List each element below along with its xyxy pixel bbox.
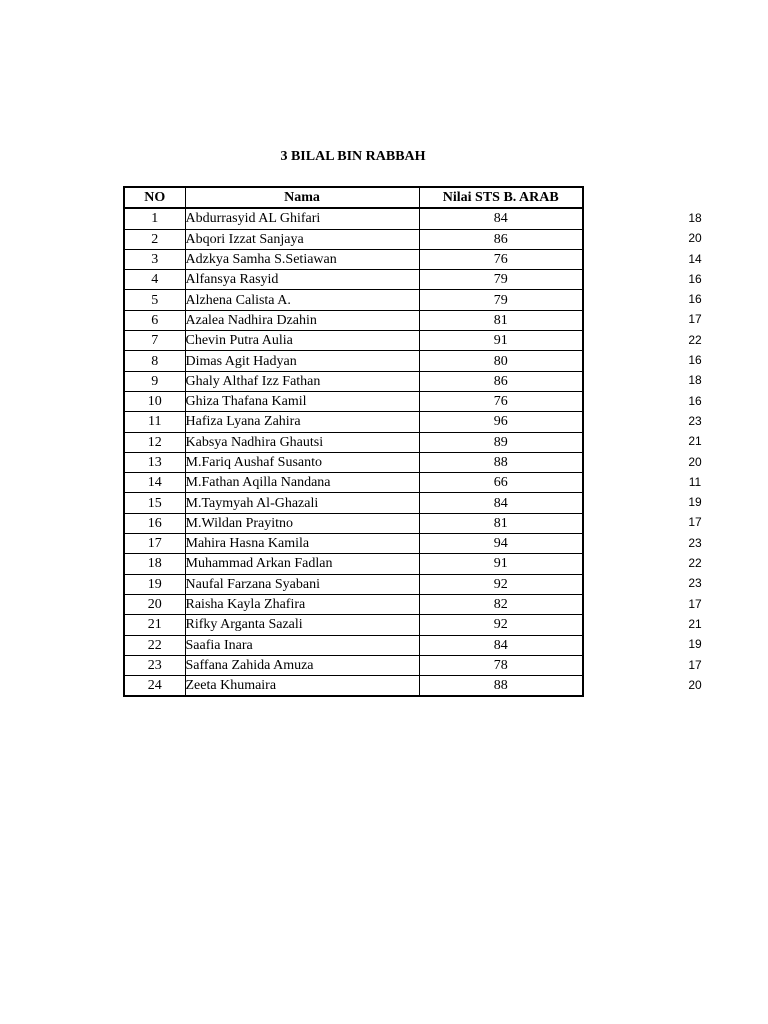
row-number-cell: 19 [124,574,185,594]
score-cell: 94 [419,534,583,554]
table-row [124,331,583,351]
side-values-column [680,208,710,695]
side-value: 23 [688,535,702,550]
side-value: 14 [688,251,702,266]
student-name-cell: Adzkya Samha S.Setiawan [185,249,419,269]
score-cell: 89 [419,432,583,452]
student-name-cell: Dimas Agit Hadyan [185,351,419,371]
score-cell: 81 [419,310,583,330]
score-cell: 66 [419,473,583,493]
side-value: 22 [688,332,702,347]
row-number-cell: 5 [124,290,185,310]
score-cell: 86 [419,371,583,391]
side-value: 16 [688,292,702,307]
student-name-cell: Ghiza Thafana Kamil [185,391,419,411]
row-number-cell: 23 [124,655,185,675]
table-row [124,635,583,655]
score-cell: 91 [419,554,583,574]
row-number-cell: 21 [124,615,185,635]
side-value: 22 [688,556,702,571]
row-number-cell: 20 [124,594,185,614]
table-row [124,473,583,493]
side-value: 18 [688,211,702,225]
side-value: 20 [688,454,702,469]
score-cell: 76 [419,391,583,411]
student-name-cell: Abqori Izzat Sanjaya [185,229,419,249]
row-number-cell: 12 [124,432,185,452]
side-value: 16 [688,271,702,286]
student-name-cell: Saffana Zahida Amuza [185,655,419,675]
row-number-cell: 13 [124,452,185,472]
student-name-cell: M.Fariq Aushaf Susanto [185,452,419,472]
table-row [124,513,583,533]
page-title: 3 BILAL BIN RABBAH [280,149,426,164]
row-number-cell: 16 [124,513,185,533]
side-value: 21 [688,434,702,449]
score-cell: 78 [419,655,583,675]
row-number-cell: 4 [124,270,185,290]
side-value: 17 [688,657,702,672]
side-value: 23 [688,413,702,428]
score-cell: 84 [419,208,583,229]
table-row [124,676,583,697]
table-row [124,310,583,330]
row-number-cell: 9 [124,371,185,391]
score-cell: 88 [419,676,583,697]
table-row [124,391,583,411]
grades-table [123,186,584,697]
row-number-cell: 3 [124,249,185,269]
student-name-cell: M.Fathan Aqilla Nandana [185,473,419,493]
score-cell: 81 [419,513,583,533]
table-row [124,574,583,594]
table-row [124,554,583,574]
student-name-cell: Chevin Putra Aulia [185,331,419,351]
row-number-cell: 7 [124,331,185,351]
header-name: Nama [185,187,419,208]
row-number-cell: 2 [124,229,185,249]
student-name-cell: Abdurrasyid AL Ghifari [185,208,419,229]
student-name-cell: Naufal Farzana Syabani [185,574,419,594]
score-cell: 82 [419,594,583,614]
student-name-cell: Rifky Arganta Sazali [185,615,419,635]
row-number-cell: 24 [124,676,185,697]
side-value: 17 [688,312,702,327]
student-name-cell: Mahira Hasna Kamila [185,534,419,554]
row-number-cell: 17 [124,534,185,554]
table-row [124,615,583,635]
row-number-cell: 22 [124,635,185,655]
side-value: 17 [688,515,702,530]
side-value: 21 [688,616,702,631]
score-cell: 88 [419,452,583,472]
score-cell: 79 [419,270,583,290]
student-name-cell: Alzhena Calista A. [185,290,419,310]
student-name-cell: Ghaly Althaf Izz Fathan [185,371,419,391]
table-header-row [124,187,583,208]
student-name-cell: Alfansya Rasyid [185,270,419,290]
side-value: 20 [688,231,702,246]
table-row [124,229,583,249]
table-row [124,412,583,432]
student-name-cell: Saafia Inara [185,635,419,655]
side-value: 17 [688,596,702,611]
row-number-cell: 10 [124,391,185,411]
table-row [124,208,583,229]
table-row [124,452,583,472]
score-cell: 92 [419,574,583,594]
score-cell: 79 [419,290,583,310]
score-cell: 86 [419,229,583,249]
table-row [124,270,583,290]
side-value: 20 [688,677,702,692]
table-body [124,208,583,696]
table-row [124,594,583,614]
student-name-cell: Zeeta Khumaira [185,676,419,697]
header-score: Nilai STS B. ARAB [419,187,583,208]
student-name-cell: M.Taymyah Al-Ghazali [185,493,419,513]
student-name-cell: Raisha Kayla Zhafira [185,594,419,614]
student-name-cell: Kabsya Nadhira Ghautsi [185,432,419,452]
row-number-cell: 15 [124,493,185,513]
side-value: 16 [688,353,702,368]
table-row [124,371,583,391]
score-cell: 80 [419,351,583,371]
score-cell: 92 [419,615,583,635]
side-value: 16 [688,393,702,408]
student-name-cell: M.Wildan Prayitno [185,513,419,533]
table-row [124,290,583,310]
side-value: 19 [688,495,702,510]
score-cell: 96 [419,412,583,432]
row-number-cell: 1 [124,208,185,229]
row-number-cell: 6 [124,310,185,330]
side-value: 23 [688,576,702,591]
side-value: 11 [688,474,702,489]
row-number-cell: 18 [124,554,185,574]
table-row [124,655,583,675]
header-no: NO [124,187,185,208]
table-row [124,432,583,452]
student-name-cell: Muhammad Arkan Fadlan [185,554,419,574]
student-name-cell: Hafiza Lyana Zahira [185,412,419,432]
table-row [124,249,583,269]
row-number-cell: 11 [124,412,185,432]
row-number-cell: 14 [124,473,185,493]
score-cell: 84 [419,635,583,655]
score-cell: 76 [419,249,583,269]
score-cell: 91 [419,331,583,351]
side-value: 18 [688,373,702,388]
table-row [124,351,583,371]
student-name-cell: Azalea Nadhira Dzahin [185,310,419,330]
score-cell: 84 [419,493,583,513]
side-value: 19 [688,637,702,652]
table-row [124,534,583,554]
row-number-cell: 8 [124,351,185,371]
table-row [124,493,583,513]
